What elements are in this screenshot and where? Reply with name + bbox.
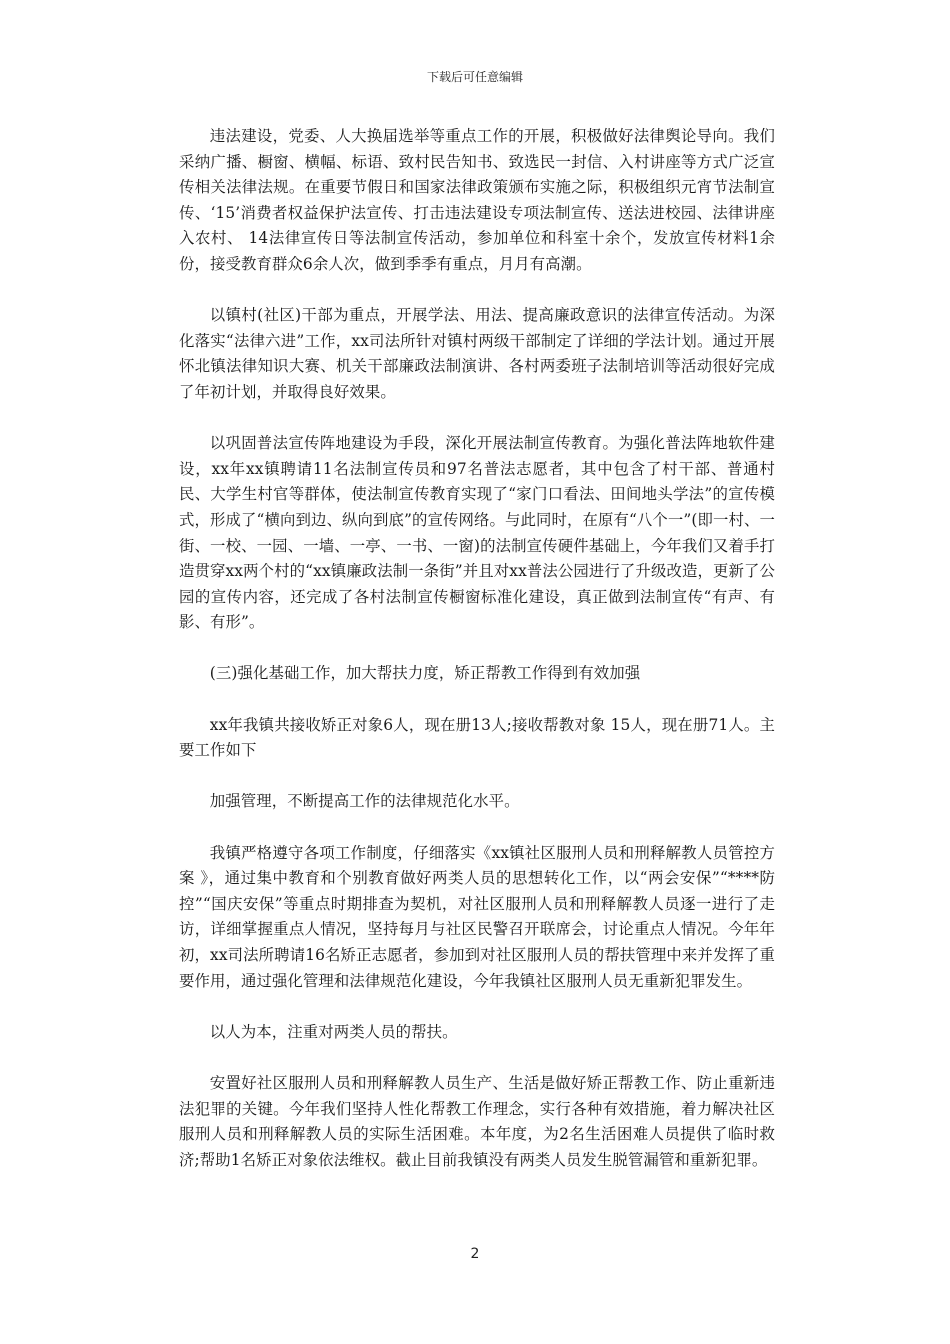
paragraph-publicity-activities: 违法建设，党委、人大换届选举等重点工作的开展，积极做好法律舆论导向。我们采纳广播、橱窗、横幅、标语、致村民告知书、致选民一封信、入村讲座等方式广泛宣传相关法律法规。在重要节假日和国家法律政策颁布实施之际，积极组织元宵节法制宣传、‘15’消费者权益保护法宣传、打击违法建设专项法制宣传、送法进校园、法律讲座入农村、 14法律宣传日等法制宣传活动，参加单位和科室十余个，发放宣传材料1余份，接受教育群众6余人次，做到季季有重点，月月有高潮。: [179, 127, 775, 273]
page-header: 下载后可任意编辑: [426, 70, 523, 84]
subheading-management: 加强管理，不断提高工作的法律规范化水平。: [209, 792, 520, 811]
page-number: 2: [470, 1246, 480, 1262]
subheading-assistance: 以人为本，注重对两类人员的帮扶。: [209, 1022, 458, 1041]
paragraph-assistance-details: 安置好社区服刑人员和刑释解教人员生产、生活是做好矫正帮教工作、防止重新违法犯罪的关键。今年我们坚持人性化帮教工作理念，实行各种有效措施，着力解决社区服刑人员和刑释解教人员的实际生活困难。本年度，为2名生活困难人员提供了临时救济;帮助1名矫正对象依法维权。截止目前我镇没有两类人员发生脱管漏管和重新犯罪。: [179, 1073, 775, 1169]
document-body: [179, 124, 775, 1173]
paragraph-corrections-summary: xx年我镇共接收矫正对象6人，现在册13人;接收帮教对象 15人，现在册71人。主要工作如下: [179, 715, 775, 760]
paragraph-cadre-legal-education: 以镇村(社区)干部为重点，开展学法、用法、提高廉政意识的法律宣传活动。为深化落实“法律六进”工作，xx司法所针对镇村两级干部制定了详细的学法计划。通过开展怀北镇法律知识大赛、机关干部廉政法制演讲、各村两委班子法制培训等活动很好完成了年初计划，并取得良好效果。: [179, 306, 775, 401]
section-heading-corrections: (三)强化基础工作，加大帮扶力度，矫正帮教工作得到有效加强: [209, 664, 641, 683]
paragraph-management-details: 我镇严格遵守各项工作制度，仔细落实《xx镇社区服刑人员和刑释解教人员管控方案 》，通过集中教育和个别教育做好两类人员的思想转化工作，以“两会安保”“****防控”“国庆安保”等重点时期排查为契机，对社区服刑人员和刑释解教人员逐一进行了走访，详细掌握重点人情况，坚持每月与社区民警召开联席会，讨论重点人情况。今年年初，xx司法所聘请16名矫正志愿者，参加到对社区服刑人员的帮扶管理中来并发挥了重要作用，通过强化管理和法律规范化建设，今年我镇社区服刑人员无重新犯罪发生。: [179, 843, 775, 990]
paragraph-publicity-positions: 以巩固普法宣传阵地建设为手段，深化开展法制宣传教育。为强化普法阵地软件建设，xx年xx镇聘请11名法制宣传员和97名普法志愿者，其中包含了村干部、普通村民、大学生村官等群体，使法制宣传教育实现了“家门口看法、田间地头学法”的宣传模式，形成了“横向到边、纵向到底”的宣传网络。与此同时，在原有“八个一”(即一村、一街、一校、一园、一墙、一亭、一书、一窗)的法制宣传硬件基础上，今年我们又着手打造贯穿xx两个村的“xx镇廉政法制一条街”并且对xx普法公园进行了升级改造，更新了公园的宣传内容，还完成了各村法制宣传橱窗标准化建设，真正做到法制宣传“有声、有影、有形”。: [179, 434, 775, 632]
